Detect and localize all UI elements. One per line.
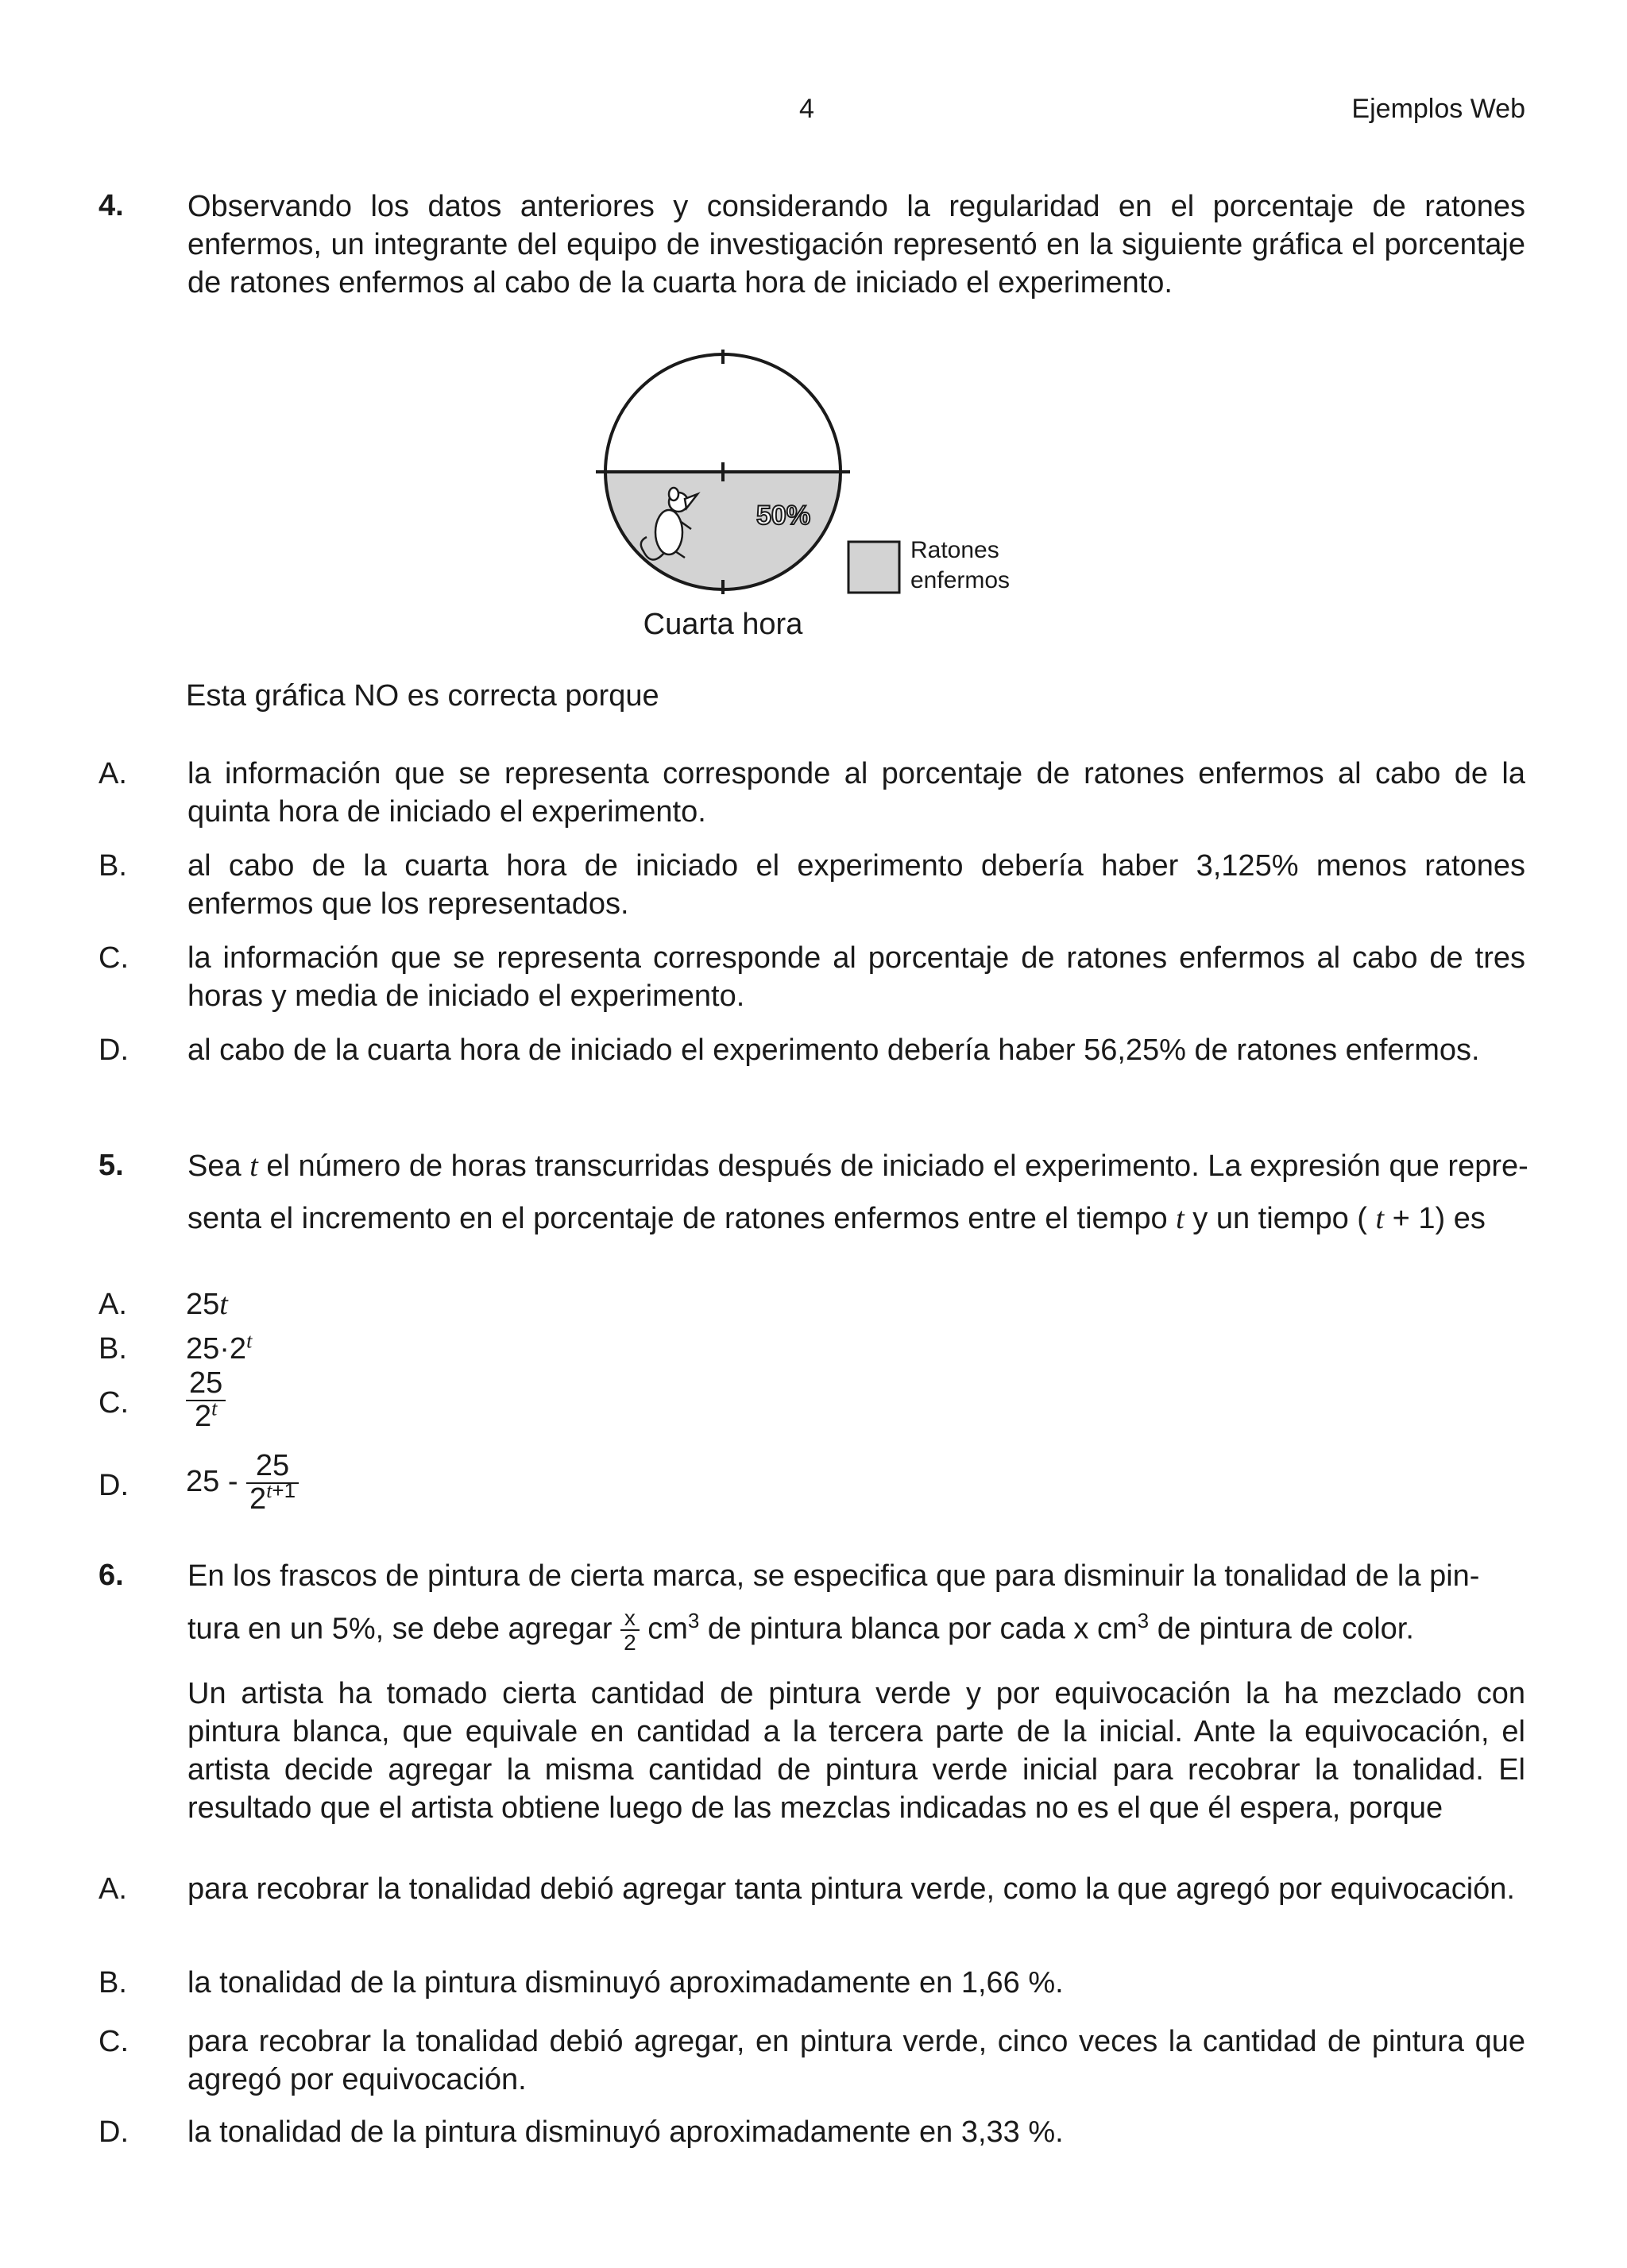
question-6-paragraph: Un artista ha tomado cierta cantidad de pintura verde y por equivocación la ha mezclado con pintura blanca, que equivale en cantidad a la tercera parte de la inicial. Ante la equivocación, el artista decide agregar la misma cantidad de pintura verde inicial para recobrar la tonalidad. El resultado que el artista obtiene luego de las mezclas indicadas no es el que él espera, porque xyxy=(187,1677,1525,1825)
question-6-line1: En los frascos de pintura de cierta marca, se especifica que para disminuir la tonalidad de la pin- xyxy=(187,1559,1480,1593)
q6-option-a-letter: A. xyxy=(99,1872,127,1906)
section-title: Ejemplos Web xyxy=(1351,94,1525,124)
question-6-number: 6. xyxy=(99,1559,124,1592)
legend-label-line1: Ratones xyxy=(910,537,999,563)
q5-option-a-expr[interactable]: 25t xyxy=(186,1288,228,1321)
q6-option-b-text[interactable]: la tonalidad de la pintura disminuyó aproximadamente en 1,66 %. xyxy=(187,1966,1064,1999)
pie-percent-label: 50% xyxy=(756,500,811,531)
question-5-line1: Sea t el número de horas transcurridas después de iniciado el experimento. La expresión que repre- xyxy=(187,1149,1528,1183)
q5-option-a-letter: A. xyxy=(99,1288,127,1321)
q5-option-c-letter: C. xyxy=(99,1386,129,1420)
q4-option-d-text[interactable]: al cabo de la cuarta hora de iniciado el experimento debería haber 56,25% de ratones enfermos. xyxy=(187,1034,1480,1067)
pie-chart xyxy=(588,343,1033,645)
q4-option-d-letter: D. xyxy=(99,1034,129,1067)
question-5-number: 5. xyxy=(99,1149,124,1182)
q6-option-c-letter: C. xyxy=(99,2025,129,2058)
page-number: 4 xyxy=(799,94,814,124)
q5-option-c-expr[interactable]: $\frac{25}{2^t}$ xyxy=(186,1368,226,1433)
q4-option-b-letter: B. xyxy=(99,849,127,883)
question-4-number: 4. xyxy=(99,189,124,222)
q6-option-d-text[interactable]: la tonalidad de la pintura disminuyó aproximadamente en 3,33 %. xyxy=(187,2115,1064,2149)
q4-option-a-text[interactable]: la información que se representa corresponde al porcentaje de ratones enfermos al cabo de la quinta hora de iniciado el experimento. xyxy=(187,757,1525,829)
question-5-line2: senta el incremento en el porcentaje de ratones enfermos entre el tiempo t y un tiempo ( t + 1) es xyxy=(187,1202,1486,1235)
q4-option-b-text[interactable]: al cabo de la cuarta hora de iniciado el experimento debería haber 3,125% menos ratones enfermos que los representados. xyxy=(187,849,1525,921)
q6-option-b-letter: B. xyxy=(99,1966,127,1999)
question-4-text: Observando los datos anteriores y considerando la regularidad en el porcentaje de ratones enfermos, un integrante del equipo de investigación representó en la siguiente gráfica el porcentaje de ratones enfermos al cabo de la cuarta hora de iniciado el experimento. xyxy=(187,190,1525,299)
q5-option-d-letter: D. xyxy=(99,1469,129,1502)
q6-option-a-text[interactable]: para recobrar la tonalidad debió agregar tanta pintura verde, como la que agregó por equivocación. xyxy=(187,1872,1515,1906)
q5-option-d-expr[interactable]: 25 - $\frac{25}{2^{t+1}}$ xyxy=(186,1451,299,1516)
q4-option-c-text[interactable]: la información que se representa corresponde al porcentaje de ratones enfermos al cabo de tres horas y media de iniciado el experimento. xyxy=(187,941,1525,1013)
question-4-stem: Esta gráfica NO es correcta porque xyxy=(186,679,659,713)
q4-option-a-letter: A. xyxy=(99,757,127,790)
legend-swatch xyxy=(848,542,899,593)
pie-caption: Cuarta hora xyxy=(643,608,803,641)
legend-label-line2: enfermos xyxy=(910,567,1011,593)
q4-option-c-letter: C. xyxy=(99,941,129,975)
question-6-line2: tura en un 5%, se debe agregar $\frac{x}{2}$ $cm^3$ de pintura blanca por cada x $cm^3$ de pintura de color. xyxy=(187,1605,1414,1656)
q6-option-c-text[interactable]: para recobrar la tonalidad debió agregar, en pintura verde, cinco veces la cantidad de pintura que agregó por equivocación. xyxy=(187,2025,1525,2096)
q5-option-b-expr[interactable]: $25\cdot 2^t$ xyxy=(186,1329,253,1366)
q6-option-d-letter: D. xyxy=(99,2115,129,2149)
pie-fill-half xyxy=(605,472,841,589)
q5-option-b-letter: B. xyxy=(99,1332,127,1366)
